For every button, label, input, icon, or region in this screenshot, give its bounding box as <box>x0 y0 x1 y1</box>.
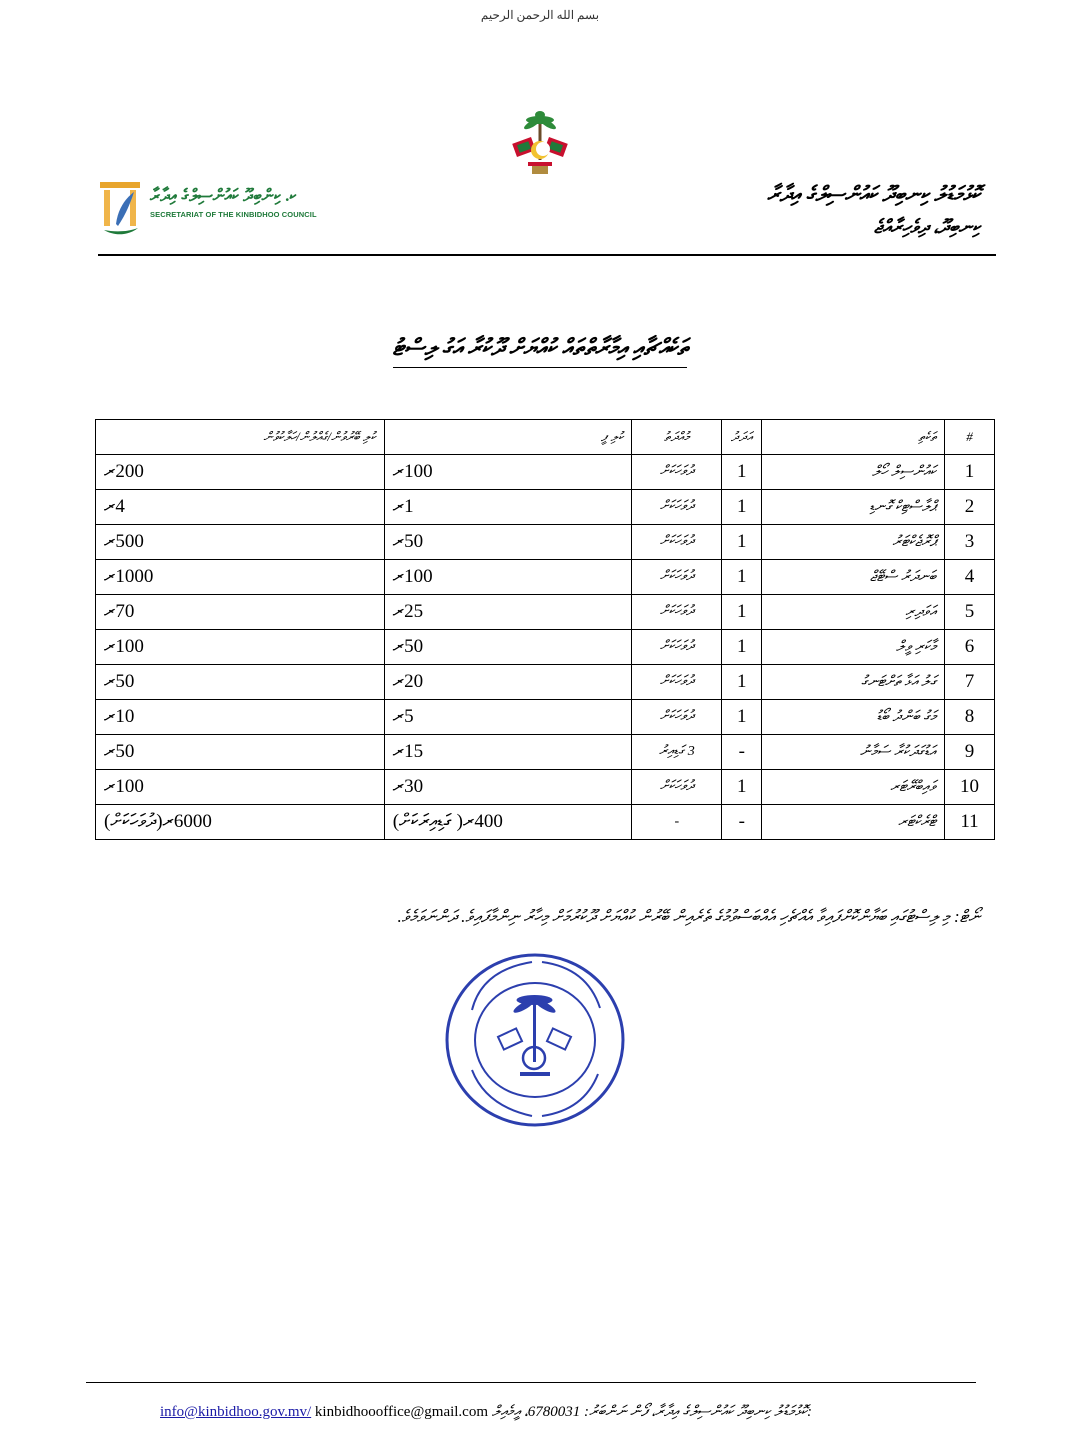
row-item: އަވަދިރި <box>762 595 945 630</box>
row-duration: ދުވަހަކަށް <box>632 455 722 490</box>
logo-name-dv: ކ. ކިންބިދޫ ކައުންސިލްގެ އިދާރާ <box>150 186 297 205</box>
row-num: 2 <box>945 490 995 525</box>
row-fee: 50ރ <box>384 630 632 665</box>
footer-email-secondary: kinbidhoooffice@gmail.com <box>314 1404 489 1420</box>
logo-name-en: SECRETARIAT OF THE KINBIDHOO COUNCIL <box>150 210 317 219</box>
row-quantity: 1 <box>722 455 762 490</box>
row-fee: 5ރ <box>384 700 632 735</box>
row-quantity: 1 <box>722 665 762 700</box>
row-item: ކައުންސިލް ހޯލް <box>762 455 945 490</box>
row-num: 10 <box>945 770 995 805</box>
header-fee: ކުލި ފީ <box>384 420 632 455</box>
table-row <box>96 595 995 630</box>
table-row <box>96 665 995 700</box>
row-item: ބަނދަރު ސްޓޭޖް <box>762 560 945 595</box>
table-row <box>96 770 995 805</box>
row-fee: 25ރ <box>384 595 632 630</box>
row-duration: ދުވަހަކަށް <box>632 490 722 525</box>
row-num: 5 <box>945 595 995 630</box>
table-row <box>96 560 995 595</box>
row-quantity: - <box>722 735 762 770</box>
row-quantity: 1 <box>722 700 762 735</box>
row-fee: 1ރ <box>384 490 632 525</box>
row-item: ޓްރެކްޓަރ <box>762 805 945 840</box>
row-duration: ދުވަހަކަށް <box>632 525 722 560</box>
row-item: ޕްރޮޖެކްޓަރު <box>762 525 945 560</box>
row-item: ޕްލާސްޓިކް ގޮނޑި <box>762 490 945 525</box>
row-item: އަޑުގަދަކުރާ ސަމާނު <box>762 735 945 770</box>
footer <box>160 1403 930 1421</box>
row-num: 6 <box>945 630 995 665</box>
row-num: 9 <box>945 735 995 770</box>
row-quantity: 1 <box>722 770 762 805</box>
row-fine: 200ރ <box>96 455 385 490</box>
document-title <box>0 335 1080 368</box>
table-row <box>96 700 995 735</box>
official-stamp-icon <box>442 950 628 1130</box>
row-quantity: 1 <box>722 490 762 525</box>
row-fee: 15ރ <box>384 735 632 770</box>
row-item: ވައިބްރޭޓަރ <box>762 770 945 805</box>
fee-table-header-row <box>96 420 995 455</box>
table-row <box>96 805 995 840</box>
letterhead-location: ކިނބިދޫ، ދިވެހިރާއްޖެ <box>873 217 980 238</box>
row-fee: 100ރ <box>384 455 632 490</box>
row-num: 8 <box>945 700 995 735</box>
note-text: ނޯޓް: މި ލިސްޓުގައި ބަޔާންކޮށްފައިވާ އެއްޗެހި އެއްބަސްވުމުގެ ތެރެއިން ބޭރުން ކުއްޔަށް ދޫކުރުމަށް މިހާރު ނިންމާފައިވެ. ދަންނަވަމެވެ. <box>397 907 980 926</box>
row-num: 1 <box>945 455 995 490</box>
row-fine: 500ރ <box>96 525 385 560</box>
row-duration: ދުވަހަކަށް <box>632 560 722 595</box>
fee-table <box>95 419 995 840</box>
row-fee: 100ރ <box>384 560 632 595</box>
row-quantity: 1 <box>722 595 762 630</box>
row-num: 7 <box>945 665 995 700</box>
letterhead-office-name: ކޮޅުމަޑުލު ކިނބިދޫ ކައުންސިލްގެ އިދާރާ <box>767 182 980 206</box>
document-title-text: ތަކެއްޗާއި އިމާރާތްތައް ކުއްޔަށް ދޫކުރާ އަގު ލިސްޓު <box>393 335 688 368</box>
row-item: ގަލު އަޅާ ތަށްޓަނގު <box>762 665 945 700</box>
table-row <box>96 735 995 770</box>
row-duration: ދުވަހަކަށް <box>632 770 722 805</box>
row-quantity: 1 <box>722 560 762 595</box>
table-row <box>96 455 995 490</box>
header-fine: ކުލި ބޭރުވުން/ގެއްލުން/ހަލާކުވުން <box>96 420 385 455</box>
letterhead <box>620 182 980 239</box>
row-fine: 70ރ <box>96 595 385 630</box>
footer-contact-dv: ކޮޅުމަޑުލު ކިނބިދޫ ކައުންސިލްގެ އިދާރާ، ފޯން ނަންބަރު: 6780031، އީމެއިލް: <box>491 1404 812 1420</box>
header-item: ތަކެތި <box>762 420 945 455</box>
row-fine: 1000ރ <box>96 560 385 595</box>
header-divider <box>98 254 996 256</box>
row-duration: ދުވަހަކަށް <box>632 700 722 735</box>
row-fine: 50ރ <box>96 665 385 700</box>
table-row <box>96 525 995 560</box>
row-duration: ދުވަހަކަށް <box>632 630 722 665</box>
row-fee: 400ރ( ގަޑިއިރަކަށް) <box>384 805 632 840</box>
row-num: 4 <box>945 560 995 595</box>
row-fee: 50ރ <box>384 525 632 560</box>
row-duration: - <box>632 805 722 840</box>
row-fine: 10ރ <box>96 700 385 735</box>
row-fine: 50ރ <box>96 735 385 770</box>
row-duration: ދުވަހަކަށް <box>632 595 722 630</box>
row-quantity: 1 <box>722 630 762 665</box>
header-num: # <box>945 420 995 455</box>
table-row <box>96 490 995 525</box>
row-duration: 3 ގަޑިއިރު <box>632 735 722 770</box>
header-quantity: އަދަދު <box>722 420 762 455</box>
header-duration: މުއްދަތު <box>632 420 722 455</box>
council-logo-text <box>150 186 380 219</box>
row-quantity: 1 <box>722 525 762 560</box>
row-fine: 100ރ <box>96 770 385 805</box>
row-fine: 4ރ <box>96 490 385 525</box>
row-fee: 30ރ <box>384 770 632 805</box>
council-logo-icon <box>96 178 144 240</box>
row-num: 3 <box>945 525 995 560</box>
national-emblem-icon <box>508 110 572 178</box>
row-duration: ދުވަހަކަށް <box>632 665 722 700</box>
footer-email-link[interactable]: info@kinbidhoo.gov.mv/ <box>160 1404 312 1420</box>
row-fine: 100ރ <box>96 630 385 665</box>
footer-divider <box>86 1382 976 1383</box>
row-fee: 20ރ <box>384 665 632 700</box>
bismillah: بسم الله الرحمن الرحيم <box>480 8 600 22</box>
row-num: 11 <box>945 805 995 840</box>
row-item: މަގު ބަންދު ބޯޑު <box>762 700 945 735</box>
row-item: މާކަރި ވީލް <box>762 630 945 665</box>
row-quantity: - <box>722 805 762 840</box>
row-fine: 6000ރ(ދުވަހަކަށް) <box>96 805 385 840</box>
table-row <box>96 630 995 665</box>
